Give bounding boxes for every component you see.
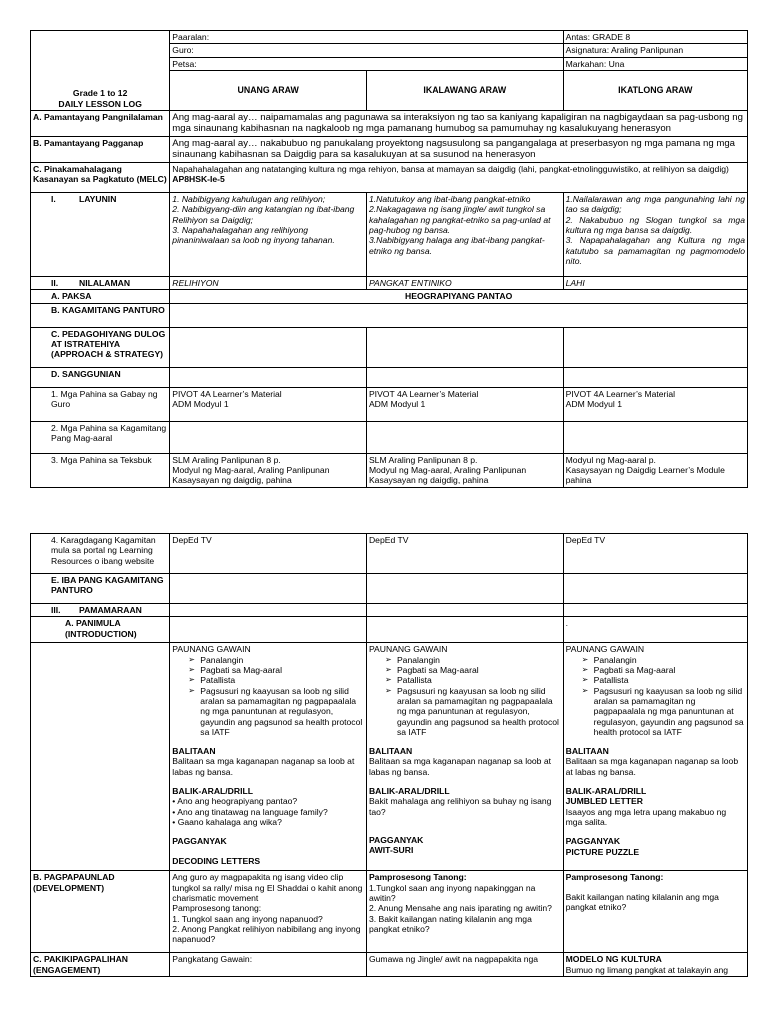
lesson-log-table-page2	[30, 533, 748, 977]
paunang-heading: PAUNANG GAWAIN	[565, 644, 645, 655]
list-item: ➢ Panalangin	[582, 655, 745, 665]
day2-header: IKALAWANG ARAW	[366, 70, 563, 110]
pedagohiya-day3	[563, 327, 747, 367]
balik-aral-heading: BALIK-ARAL/DRILL	[172, 786, 253, 797]
list-item: ➢ Pagsusuri ng kaayusan sa loob ng silid aralan sa pamamagitan ng pagpapaalala ng mga panuntunan at regulasyon, gayundin ang pagsunod sa health protocol sa IATF	[385, 686, 561, 738]
markahan-field: Markahan: Una	[563, 57, 747, 70]
pamprosesong-tanong-heading: Pamprosesong Tanong:	[368, 872, 467, 883]
paunang-heading: PAUNANG GAWAIN	[368, 644, 448, 655]
pamamaraan-day3	[563, 604, 747, 617]
balik-aral-heading: BALIK-ARAL/DRILL	[368, 786, 450, 797]
pakikipagpalihan-label: C. PAKIKIPAGPALIHAN (ENGAGEMENT)	[31, 953, 170, 977]
sanggunian-label: D. SANGGUNIAN	[31, 367, 170, 387]
paunang-list	[369, 655, 561, 738]
paunang-list	[566, 655, 745, 738]
pamprosesong-tanong-list: 1.Tungkol saan ang inyong napakinggan na awitin? 2. Anung Mensahe ang nais iparating ng awitin? 3. Bakit kailangan nating kilalanin ang mga pangkat etniko?	[368, 882, 552, 934]
balik-aral-question: Bakit mahalaga ang relihiyon sa buhay ng isang tao?	[368, 796, 552, 817]
balitaan-heading: BALITAAN	[368, 746, 413, 757]
layunin-day1: 1. Nabibigyang kahulugan ang relihiyon; 2. Nabibigyang-diin ang katangian ng ibat-ibang Relihiyon sa Daigdig; 3. Napahahalagahan ang relihiyong pinaniniwalaan sa loob ng inyong tahanan.	[170, 192, 367, 276]
pamamaraan-num: III.	[51, 605, 61, 615]
layunin-day3: 1.Nailalarawan ang mga pangunahing lahi ng tao sa daigdig; 2. Nakabubuo ng Slogan tungkol sa mga kultura ng mga bansa sa daigdig. 3. Napapahalagahan ang Kultura ng mga katutubo sa pamamagitan ng pagmomodelo nito.	[563, 192, 747, 276]
iba-pang-kagamitang-label: E. IBA PANG KAGAMITANG PANTURO	[31, 574, 170, 604]
nilalaman-label-cell	[31, 276, 170, 289]
nilalaman-day3: LAHI	[563, 276, 747, 289]
pamantayang-pagganap-label: B. Pamantayang Pagganap	[31, 136, 170, 162]
ref4-label: 4. Karagdagang Kagamitan mula sa portal ng Learning Resources o ibang website	[31, 534, 170, 574]
layunin-day2: 1.Natutukoy ang ibat-ibang pangkat-etniko 2.Nakagagawa ng isang jingle/ awit tungkol sa kahalagahan ng pangkat-etniko sa pag-unlad at pag-hubog ng bansa. 3.Nabibigyang halaga ang ibat-ibang pangkat-etniko ng bansa.	[366, 192, 563, 276]
pagganyak-activity: PICTURE PUZZLE	[565, 846, 640, 857]
sanggunian-day3	[563, 367, 747, 387]
pakikipagpalihan-day1: Pangkatang Gawain:	[170, 953, 367, 977]
list-item: ➢ Pagbati sa Mag-aaral	[582, 665, 745, 675]
nilalaman-label: NILALAMAN	[79, 277, 131, 288]
pamamaraan-day1	[170, 604, 367, 617]
list-item: ➢ Patallista	[385, 675, 561, 685]
layunin-num: I.	[51, 193, 56, 204]
ref2-day3	[563, 421, 747, 453]
pamamaraan-label-cell	[31, 604, 170, 617]
balitaan-heading: BALITAAN	[565, 746, 609, 757]
paunang-day3	[563, 643, 747, 871]
paunang-heading: PAUNANG GAWAIN	[172, 644, 251, 655]
balik-aral-questions: • Ano ang heograpiyang pantao? • Ano ang tinatawag na language family? • Gaano kahalaga ang wika?	[172, 796, 328, 827]
melc-cell	[170, 162, 748, 192]
iba-day2	[366, 574, 563, 604]
pamantayang-pangnilalaman-label: A. Pamantayang Pangnilalaman	[31, 110, 170, 136]
balik-aral-heading: BALIK-ARAL/DRILL	[565, 786, 647, 797]
paksa-label: A. PAKSA	[31, 290, 170, 303]
list-item: ➢ Panalangin	[188, 655, 364, 665]
pedagohiya-label: C. PEDAGOHIYANG DULOG AT ISTRATEHIYA (APPROACH & STRATEGY)	[31, 327, 170, 367]
iba-day1	[170, 574, 367, 604]
list-item: ➢ Pagbati sa Mag-aaral	[385, 665, 561, 675]
panimula-label: A. PANIMULA (INTRODUCTION)	[31, 617, 170, 643]
ref1-day3: PIVOT 4A Learner’s Material ADM Modyul 1	[563, 387, 747, 421]
panimula-day3: .	[563, 617, 747, 643]
pagpapaunlad-day2	[366, 871, 563, 953]
pamprosesong-tanong-heading: Pamprosesong Tanong:	[565, 872, 664, 883]
pagganyak-activity: DECODING LETTERS	[172, 855, 261, 866]
pamantayang-pagganap-text: Ang mag-aaral ay… nakabubuo ng panukalang proyektong nagsusulong sa pangangalaga at preserbasyon ng mga pamana ng mga sinaunang kabihasnan sa Daigdig para sa kasalukuyan at sa susunod na henerasyon	[170, 136, 748, 162]
layunin-label: LAYUNIN	[79, 193, 117, 204]
pagganyak-activity: AWIT-SURI	[368, 845, 414, 856]
pamamaraan-label: PAMAMARAAN	[79, 605, 142, 615]
melc-text: Napahahalagahan ang natatanging kultura ng mga rehiyon, bansa at mamayan sa daigdig (lahi, pangkat-etnolingguwistiko, at relihiyon sa daigdig)	[172, 163, 729, 174]
petsa-field: Petsa:	[170, 57, 563, 70]
paunang-list	[172, 655, 364, 738]
kagamitang-panturo-value	[170, 303, 748, 327]
jumbled-letter-heading: JUMBLED LETTER	[565, 796, 643, 807]
list-item: ➢ Patallista	[188, 675, 364, 685]
lesson-log-table-page1	[30, 30, 748, 488]
ref2-day2	[366, 421, 563, 453]
panimula-day2	[366, 617, 563, 643]
title-cell	[31, 31, 170, 111]
day3-header: IKATLONG ARAW	[563, 70, 747, 110]
list-item: ➢ Panalangin	[385, 655, 561, 665]
paunang-day1	[170, 643, 367, 871]
list-item: ➢ Patallista	[582, 675, 745, 685]
pakikipagpalihan-day2: Gumawa ng Jingle/ awit na nagpapakita nga	[366, 953, 563, 977]
list-item: ➢ Pagsusuri ng kaayusan sa loob ng silid aralan sa pamamagitan ng pagpapaalala ng mga panuntunan at regulasyon, gayundin ang pagsunod sa health protocol sa IATF	[188, 686, 364, 738]
panimula-day1	[170, 617, 367, 643]
nilalaman-day1: RELIHIYON	[170, 276, 367, 289]
ref4-day1: DepEd TV	[170, 534, 367, 574]
pedagohiya-day2	[366, 327, 563, 367]
balitaan-text: Balitaan sa mga kaganapan naganap sa loob at labas ng bansa.	[368, 756, 551, 777]
pamantayang-pangnilalaman-text: Ang mag-aaral ay… naipamamalas ang pagunawa sa interaksiyon ng tao sa kaniyang kapaligiran na nagbigaydaan sa pag-usbong ng mga sinaunang kabihasnan na nagkaloob ng mga pamanang humubog sa pamumuhay ng kasalukuyang henerasyon	[170, 110, 748, 136]
list-item: ➢ Pagbati sa Mag-aaral	[188, 665, 364, 675]
balitaan-heading: BALITAAN	[172, 746, 216, 757]
ref1-label: 1. Mga Pahina sa Gabay ng Guro	[31, 387, 170, 421]
paunang-day2	[366, 643, 563, 871]
paaralan-field: Paaralan:	[170, 31, 563, 44]
pagpapaunlad-day3	[563, 871, 747, 953]
paunang-label-cell	[31, 643, 170, 871]
pamamaraan-day2	[366, 604, 563, 617]
ref1-day1: PIVOT 4A Learner’s Material ADM Modyul 1	[170, 387, 367, 421]
ref4-day3: DepEd TV	[563, 534, 747, 574]
pakikipagpalihan-day3	[563, 953, 747, 977]
asignatura-field: Asignatura: Araling Panlipunan	[563, 44, 747, 57]
pagganyak-heading: PAGGANYAK	[565, 836, 621, 847]
nilalaman-day2: PANGKAT ENTINIKO	[366, 276, 563, 289]
kagamitang-panturo-label: B. KAGAMITANG PANTURO	[31, 303, 170, 327]
ref4-day2: DepEd TV	[366, 534, 563, 574]
ref3-day3: Modyul ng Mag-aaral p. Kasaysayan ng Daigdig Learner’s Module pahina	[563, 453, 747, 487]
pagganyak-heading: PAGGANYAK	[172, 836, 227, 847]
paksa-text: HEOGRAPIYANG PANTAO	[170, 290, 748, 303]
ref2-label: 2. Mga Pahina sa Kagamitang Pang Mag-aaral	[31, 421, 170, 453]
melc-code: AP8HSK-Ie-5	[172, 174, 225, 185]
guro-field: Guro:	[170, 44, 563, 57]
pagganyak-heading: PAGGANYAK	[368, 835, 424, 845]
antas-field: Antas: GRADE 8	[563, 31, 747, 44]
day1-header: UNANG ARAW	[170, 70, 367, 110]
nilalaman-num: II.	[51, 277, 59, 288]
modelo-ng-kultura-heading: MODELO NG KULTURA	[565, 954, 662, 965]
layunin-label-cell	[31, 192, 170, 276]
melc-label: C. Pinakamahalagang Kasanayan sa Pagkatuto (MELC)	[31, 162, 170, 192]
title-line1: Grade 1 to 12	[72, 88, 128, 99]
ref2-day1	[170, 421, 367, 453]
modelo-ng-kultura-text: Bumuo ng limang pangkat at talakayin ang	[565, 964, 729, 975]
pagpapaunlad-day1: Ang guro ay magpapakita ng isang video clip tungkol sa rally/ misa ng El Shaddai o kahit anong charismatic movement Pamprosesong tanong: 1. Tungkol saan ang inyong napanuod? 2. Anong Pangkat relihiyon nabibilang ang inyong napanuod?	[170, 871, 367, 953]
ref1-day2: PIVOT 4A Learner’s Material ADM Modyul 1	[366, 387, 563, 421]
sanggunian-day2	[366, 367, 563, 387]
balik-aral-instruction: Isaayos ang mga letra upang makabuo ng mga salita.	[565, 806, 727, 827]
pagpapaunlad-label: B. PAGPAPAUNLAD (DEVELOPMENT)	[31, 871, 170, 953]
pamprosesong-tanong-text: Bakit kailangan nating kilalanin ang mga pangkat etniko?	[565, 891, 719, 912]
pedagohiya-day1	[170, 327, 367, 367]
list-item: ➢ Pagsusuri ng kaayusan sa loob ng silid aralan sa pamamagitan ng pagpapaalala ng mga panuntunan at regulasyon, gayundin ang pagsunod sa health protocol sa IATF	[582, 686, 745, 738]
ref3-label: 3. Mga Pahina sa Teksbuk	[31, 453, 170, 487]
iba-day3	[563, 574, 747, 604]
title-line2: DAILY LESSON LOG	[58, 98, 142, 109]
balitaan-text: Balitaan sa mga kaganapan naganap sa loob at labas ng bansa.	[565, 756, 739, 777]
balitaan-text: Balitaan sa mga kaganapan naganap sa loob at labas ng bansa.	[172, 756, 355, 777]
ref3-day2: SLM Araling Panlipunan 8 p. Modyul ng Mag-aaral, Araling Panlipunan Kasaysayan ng daigdig, pahina	[366, 453, 563, 487]
ref3-day1: SLM Araling Panlipunan 8 p. Modyul ng Mag-aaral, Araling Panlipunan Kasaysayan ng daigdig, pahina	[170, 453, 367, 487]
sanggunian-day1	[170, 367, 367, 387]
